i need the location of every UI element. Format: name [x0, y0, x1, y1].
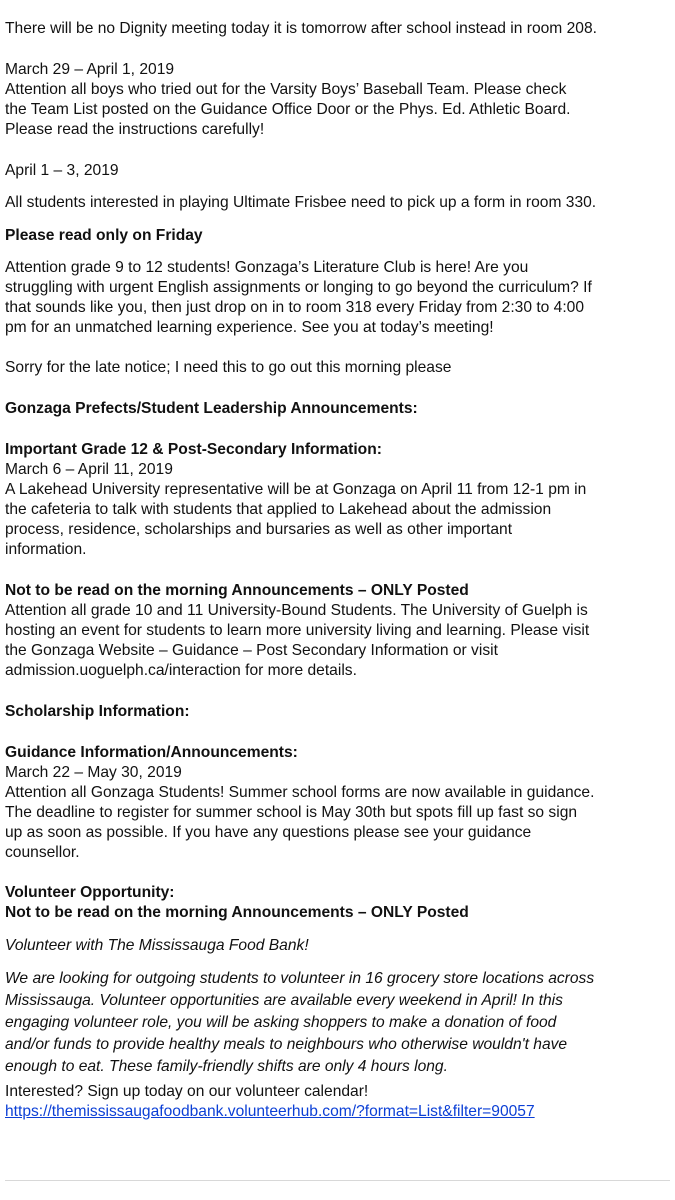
- grade12-heading: Important Grade 12 & Post-Secondary Information:: [5, 441, 382, 458]
- summer-school-line: The deadline to register for summer school is May 30th but spots fill up fast so sign: [5, 804, 578, 821]
- frisbee-text: All students interested in playing Ultimate Frisbee need to pick up a form in room 330.: [5, 194, 597, 211]
- lakehead-text-line: A Lakehead University representative will be at Gonzaga on April 11 from 12-1 pm in: [5, 481, 587, 498]
- posted-only-heading: Not to be read on the morning Announcements – ONLY Posted: [5, 582, 469, 599]
- lakehead-text-line: process, residence, scholarships and bursaries as well as other important: [5, 521, 513, 538]
- friday-heading: Please read only on Friday: [5, 227, 203, 244]
- food-bank-text-line: engaging volunteer role, you will be asking shoppers to make a donation of food: [5, 1014, 557, 1031]
- volunteer-calendar-link[interactable]: https://themississaugafoodbank.volunteerhub.com/?format=List&filter=90057: [5, 1103, 535, 1120]
- literature-club-line: struggling with urgent English assignments or longing to go beyond the curriculum? If: [5, 279, 592, 296]
- baseball-text-line: Please read the instructions carefully!: [5, 121, 265, 138]
- volunteer-heading: Volunteer Opportunity:: [5, 884, 175, 901]
- lakehead-text-line: information.: [5, 541, 87, 558]
- guelph-text-line: hosting an event for students to learn more university living and learning. Please visit: [5, 622, 590, 639]
- signup-prompt: Interested? Sign up today on our volunteer calendar!: [5, 1083, 369, 1100]
- bottom-divider: [5, 1180, 670, 1181]
- summer-school-line: up as soon as possible. If you have any questions please see your guidance: [5, 824, 532, 841]
- scholarship-heading: Scholarship Information:: [5, 703, 190, 720]
- food-bank-text-line: We are looking for outgoing students to volunteer in 16 grocery store locations across: [5, 970, 595, 987]
- literature-club-line: that sounds like you, then just drop on in to room 318 every Friday from 2:30 to 4:00: [5, 299, 585, 316]
- summer-school-line: Attention all Gonzaga Students! Summer school forms are now available in guidance.: [5, 784, 595, 801]
- frisbee-date: April 1 – 3, 2019: [5, 162, 119, 179]
- food-bank-title: Volunteer with The Mississauga Food Bank!: [5, 937, 309, 954]
- food-bank-text-line: enough to eat. These family-friendly shifts are only 4 hours long.: [5, 1058, 448, 1075]
- literature-club-line: Attention grade 9 to 12 students! Gonzaga’s Literature Club is here! Are you: [5, 259, 529, 276]
- prefects-heading: Gonzaga Prefects/Student Leadership Announcements:: [5, 400, 418, 417]
- late-notice: Sorry for the late notice; I need this to go out this morning please: [5, 359, 452, 376]
- food-bank-text-line: Mississauga. Volunteer opportunities are available every weekend in April! In this: [5, 992, 563, 1009]
- baseball-date: March 29 – April 1, 2019: [5, 61, 175, 78]
- dignity-notice: There will be no Dignity meeting today it is tomorrow after school instead in room 208.: [5, 20, 597, 37]
- guelph-text-line: Attention all grade 10 and 11 University-Bound Students. The University of Guelph is: [5, 602, 588, 619]
- literature-club-line: pm for an unmatched learning experience. See you at today’s meeting!: [5, 319, 494, 336]
- food-bank-text-line: and/or funds to provide healthy meals to neighbours who otherwise wouldn't have: [5, 1036, 568, 1053]
- lakehead-date: March 6 – April 11, 2019: [5, 461, 173, 478]
- lakehead-text-line: the cafeteria to talk with students that applied to Lakehead about the admission: [5, 501, 552, 518]
- baseball-text-line: Attention all boys who tried out for the Varsity Boys’ Baseball Team. Please check: [5, 81, 567, 98]
- baseball-text-line: the Team List posted on the Guidance Office Door or the Phys. Ed. Athletic Board.: [5, 101, 571, 118]
- summer-school-date: March 22 – May 30, 2019: [5, 764, 182, 781]
- posted-only-heading: Not to be read on the morning Announcements – ONLY Posted: [5, 904, 469, 921]
- summer-school-line: counsellor.: [5, 844, 80, 861]
- guidance-heading: Guidance Information/Announcements:: [5, 744, 298, 761]
- guelph-text-line: admission.uoguelph.ca/interaction for more details.: [5, 662, 357, 679]
- guelph-text-line: the Gonzaga Website – Guidance – Post Secondary Information or visit: [5, 642, 498, 659]
